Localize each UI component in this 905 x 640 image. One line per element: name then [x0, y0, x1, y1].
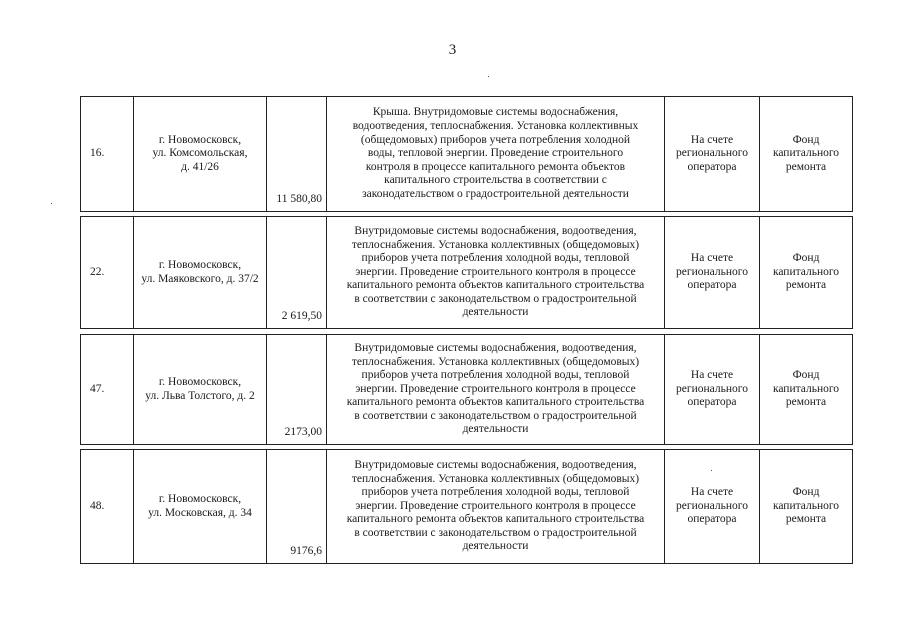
cell-text-line: ремонта [785, 160, 827, 173]
funding-source-cell [760, 450, 853, 564]
cell-text-line: г. Новомосковск, [158, 492, 242, 505]
table-row [80, 449, 853, 564]
cell-text-line: ул. Льва Толстого, д. 2 [145, 389, 255, 402]
cell-text-line: теплоснабжения. Установка коллективных (общедомовых) [351, 472, 640, 485]
cell-text-line: оператора [687, 279, 737, 292]
cell-text-line: энергии. Проведение строительного контроля в процессе [355, 499, 636, 512]
cell-text-line: г. Новомосковск, [158, 258, 242, 271]
row-number: 16. [81, 97, 134, 212]
cell-text-line: капитального ремонта объектов капитального строительства [346, 513, 645, 526]
cell-text-line: приборов учета потребления холодной воды, тепловой [361, 252, 630, 265]
cell-text-line: регионального [676, 499, 748, 512]
row-number: 22. [81, 217, 134, 329]
page-number: 3 [448, 42, 457, 58]
scan-speck [51, 203, 52, 204]
cell-text-line: (общедомовых) приборов учета потребления холодной [360, 133, 631, 146]
cell-text-line: в соответствии с законодательством о градостроительной [354, 409, 637, 422]
funding-method-cell [665, 97, 760, 212]
cell-text-line: капитального строительства в соответствии с [384, 174, 607, 187]
cost-cell: 2173,00 [267, 335, 327, 445]
works-cell [327, 450, 665, 564]
cell-text-line: Внутридомовые системы водоснабжения, водоотведения, [354, 458, 637, 471]
cell-text-line: воды, тепловой энергии. Проведение строительного [367, 147, 624, 160]
cell-text-line: законодательством о градостроительной деятельности [362, 187, 629, 200]
cell-text-line: капитального [772, 147, 840, 160]
cell-text-line: ул. Комсомольская, [152, 147, 248, 160]
funding-method-cell [665, 217, 760, 329]
cell-text-line: ул. Московская, д. 34 [148, 506, 252, 519]
cell-text-line: Фонд [792, 486, 820, 499]
cell-text-line: ремонта [785, 396, 827, 409]
cell-text-line: энергии. Проведение строительного контроля в процессе [355, 382, 636, 395]
address-cell [134, 450, 267, 564]
cell-text-line: теплоснабжения. Установка коллективных (общедомовых) [351, 238, 640, 251]
cell-text-line: Внутридомовые системы водоснабжения, водоотведения, [354, 224, 637, 237]
cell-text-line: регионального [676, 147, 748, 160]
cell-text-line: ремонта [785, 513, 827, 526]
cell-text-line: Фонд [792, 252, 820, 265]
funding-source-cell [760, 97, 853, 212]
works-cell [327, 97, 665, 212]
cell-text-line: Фонд [792, 133, 820, 146]
address-cell [134, 335, 267, 445]
cell-text-line: водоотведения, теплоснабжения. Установка коллективных [352, 120, 639, 133]
cell-text-line: На счете [690, 252, 734, 265]
cell-text-line: На счете [690, 486, 734, 499]
address-cell [134, 217, 267, 329]
cell-text-line: деятельности [462, 540, 529, 553]
cell-text-line: в соответствии с законодательством о градостроительной [354, 526, 637, 539]
cell-text-line: г. Новомосковск, [158, 375, 242, 388]
cell-text-line: капитального ремонта объектов капитального строительства [346, 279, 645, 292]
cell-text-line: д. 41/26 [181, 160, 219, 173]
cell-text-line: Крыша. Внутридомовые системы водоснабжения, [372, 106, 619, 119]
funding-source-cell [760, 335, 853, 445]
cost-cell: 11 580,80 [267, 97, 327, 212]
cell-text-line: оператора [687, 160, 737, 173]
cell-text-line: в соответствии с законодательством о градостроительной [354, 292, 637, 305]
cell-text-line: Внутридомовые системы водоснабжения, водоотведения, [354, 341, 637, 354]
cell-text-line: На счете [690, 133, 734, 146]
cell-text-line: деятельности [462, 306, 529, 319]
cell-text-line: приборов учета потребления холодной воды, тепловой [361, 486, 630, 499]
row-number: 47. [81, 335, 134, 445]
address-cell [134, 97, 267, 212]
cell-text-line: г. Новомосковск, [158, 133, 242, 146]
cell-text-line: капитального [772, 382, 840, 395]
cost-cell: 2 619,50 [267, 217, 327, 329]
works-cell [327, 335, 665, 445]
cell-text-line: регионального [676, 382, 748, 395]
cell-text-line: приборов учета потребления холодной воды, тепловой [361, 369, 630, 382]
cell-text-line: деятельности [462, 423, 529, 436]
cell-text-line: капитального [772, 499, 840, 512]
scan-speck [488, 76, 489, 77]
funding-source-cell [760, 217, 853, 329]
cell-text-line: капитального ремонта объектов капитального строительства [346, 396, 645, 409]
funding-method-cell [665, 335, 760, 445]
cell-text-line: энергии. Проведение строительного контроля в процессе [355, 265, 636, 278]
cell-text-line: теплоснабжения. Установка коллективных (общедомовых) [351, 355, 640, 368]
cell-text-line: оператора [687, 396, 737, 409]
cell-text-line: ул. Маяковского, д. 37/2 [141, 272, 259, 285]
cell-text-line: оператора [687, 513, 737, 526]
scan-speck [711, 470, 712, 471]
table-row [80, 216, 853, 329]
works-cell [327, 217, 665, 329]
table-row [80, 96, 853, 212]
row-number: 48. [81, 450, 134, 564]
cell-text-line: На счете [690, 369, 734, 382]
cost-cell: 9176,6 [267, 450, 327, 564]
cell-text-line: капитального [772, 265, 840, 278]
funding-method-cell [665, 450, 760, 564]
cell-text-line: ремонта [785, 279, 827, 292]
cell-text-line: контроля в процессе капитального ремонта объектов [365, 160, 626, 173]
cell-text-line: Фонд [792, 369, 820, 382]
cell-text-line: регионального [676, 265, 748, 278]
table-row [80, 334, 853, 445]
